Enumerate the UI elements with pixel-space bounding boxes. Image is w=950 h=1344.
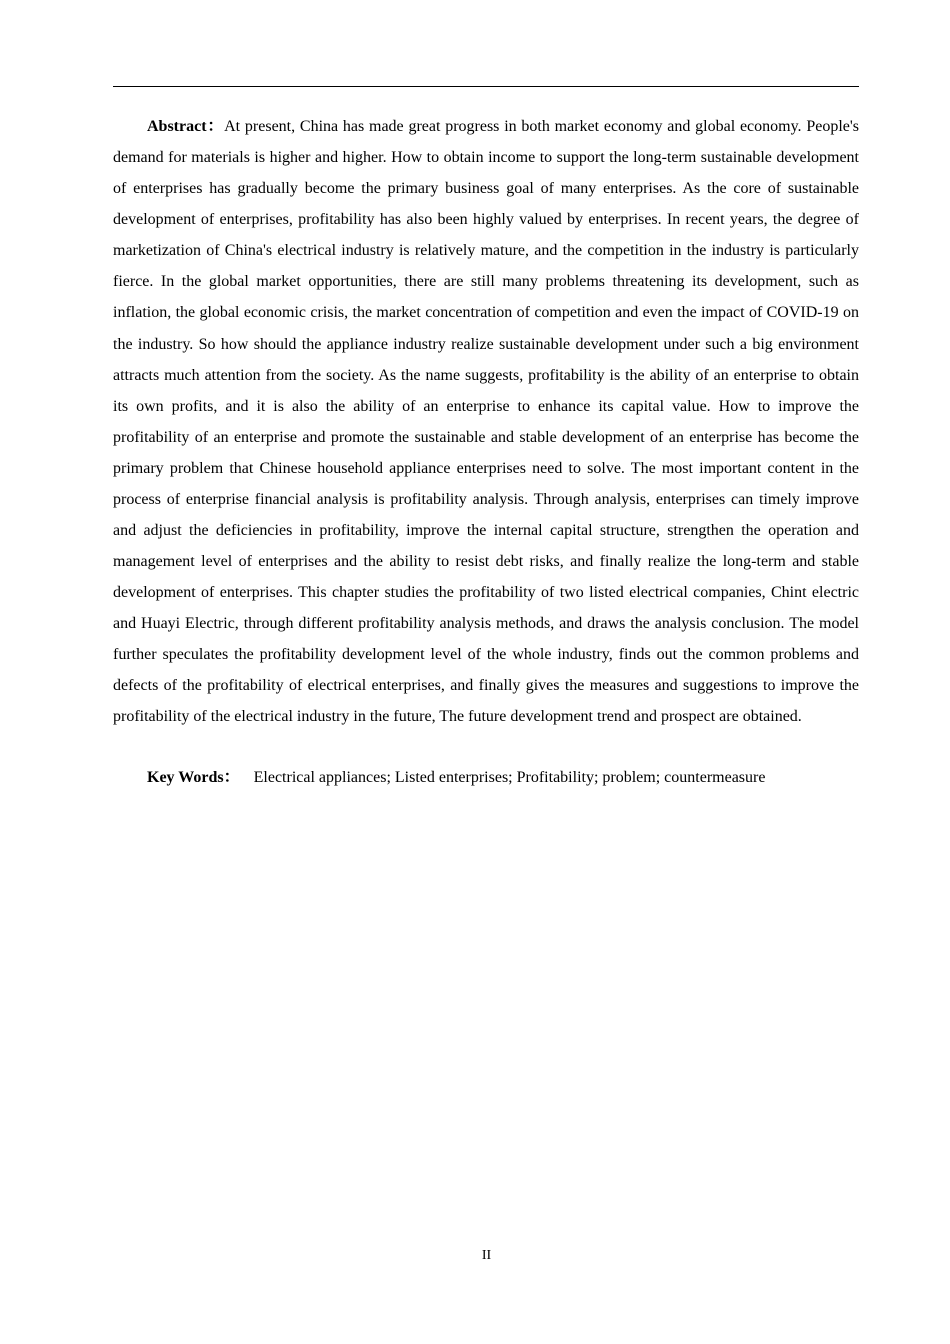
header-rule: [113, 86, 859, 87]
page-number: II: [481, 1248, 492, 1263]
keywords-text: Electrical appliances; Listed enterprises; Profitability; problem; countermeasure: [253, 769, 766, 786]
abstract-separator: ：: [206, 118, 225, 135]
abstract-label: Abstract: [147, 118, 207, 135]
keywords-separator: ：: [223, 769, 240, 786]
abstract-text: At present, China has made great progress in both market economy and global economy. People's demand for materials is higher and higher. How to obtain income to support the long-term sustainable development of enterprises has gradually become the primary business goal of many enterprises. As the core of sustainable development of enterprises, profitability has also been highly valued by enterprises. In recent years, the degree of marketization of China's electrical industry is relatively mature, and the competition in the industry is particularly fierce. In the global market opportunities, there are still many problems threatening its development, such as inflation, the global economic crisis, the market concentration of competition and even the impact of COVID-19 on the industry. So how should the appliance industry realize sustainable development under such a big environment attracts much attention from the society. As the name suggests, profitability is the ability of an enterprise to obtain its own profits, and it is also the ability of an enterprise to enhance its capital value. How to improve the profitability of an enterprise and promote the sustainable and stable development of an enterprise has become the primary problem that Chinese household appliance enterprises need to solve. The most important content in the process of enterprise financial analysis is profitability analysis. Through analysis, enterprises can timely improve and adjust the deficiencies in profitability, improve the internal capital structure, strengthen the operation and management level of enterprises and the ability to resist debt risks, and finally realize the long-term and stable development of enterprises. This chapter studies the profitability of two listed electrical companies, Chint electric and Huayi Electric, through different profitability analysis methods, and draws the analysis conclusion. The model further speculates the profitability development level of the whole industry, finds out the common problems and defects of the profitability of electrical enterprises, and finally gives the measures and suggestions to improve the profitability of the electrical industry in the future, The future development trend and prospect are obtained.: [113, 118, 859, 726]
keywords-paragraph: [113, 765, 859, 791]
abstract-paragraph: [113, 111, 859, 733]
keywords-label: Key Words: [147, 769, 224, 786]
